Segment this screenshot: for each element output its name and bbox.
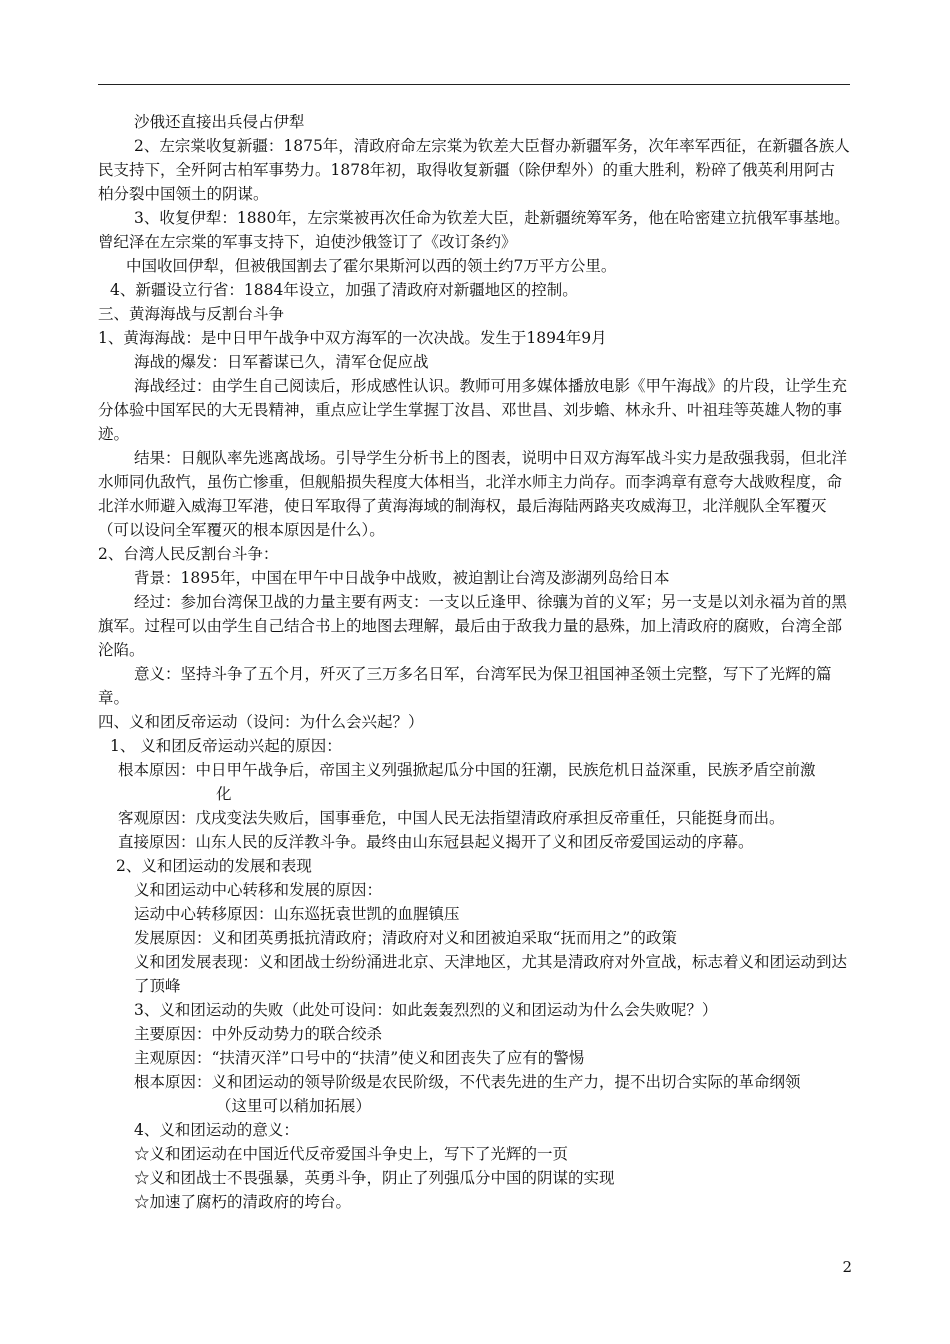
paragraph: 经过：参加台湾保卫战的力量主要有两支：一支以丘逢甲、徐骧为首的义军；另一支是以刘永福为首的黑旗军。过程可以由学生自己结合书上的地图去理解，最后由于敌我力量的悬殊，加上清政府的腐败，台湾全部沦陷。: [98, 593, 848, 659]
paragraph: 4、义和团运动的意义：: [134, 1121, 299, 1139]
paragraph: 客观原因：戊戌变法失败后，国事垂危，中国人民无法指望清政府承担反帝重任，只能挺身而出。: [118, 809, 785, 827]
document-body: [98, 110, 850, 1214]
paragraph: 2、台湾人民反割台斗争：: [98, 545, 279, 563]
paragraph: 结果：日舰队率先逃离战场。引导学生分析书上的图表，说明中日双方海军战斗实力是敌强我弱，但北洋水师同仇敌忾，虽伤亡惨重，但舰船损失程度大体相当，北洋水师主力尚存。而李鸿章有意夸大战败程度，命北洋水师避入威海卫军港，使日军取得了黄海海域的制海权，最后海陆两路夹攻威海卫，北洋舰队全军覆灭（可以设问全军覆灭的根本原因是什么）。: [98, 449, 848, 539]
list-item: ☆义和团战士不畏强暴，英勇斗争，阴止了列强瓜分中国的阴谋的实现: [134, 1169, 615, 1187]
section-heading: 四、义和团反帝运动（设问：为什么会兴起？）: [98, 713, 424, 731]
paragraph: 海战经过：由学生自己阅读后，形成感性认识。教师可用多媒体播放电影《甲午海战》的片段，让学生充分体验中国军民的大无畏精神，重点应让学生掌握丁汝昌、邓世昌、刘步蟾、林永升、叶祖珪等英雄人物的事迹。: [98, 377, 848, 443]
section-heading: 三、黄海海战与反割台斗争: [98, 305, 285, 323]
header-rule: [98, 84, 850, 85]
paragraph: 2、义和团运动的发展和表现: [116, 857, 312, 875]
paragraph: 根本原因：中日甲午战争后，帝国主义列强掀起瓜分中国的狂潮，民族危机日益深重，民族矛盾空前激: [118, 761, 816, 779]
paragraph: 海战的爆发：日军蓄谋已久，清军仓促应战: [134, 353, 429, 371]
paragraph: 直接原因：山东人民的反洋教斗争。最终由山东冠县起义揭开了义和团反帝爱国运动的序幕。: [118, 833, 754, 851]
paragraph: 3、义和团运动的失败（此处可设问：如此轰轰烈烈的义和团运动为什么会失败呢？）: [134, 1001, 718, 1019]
list-item: ☆义和团运动在中国近代反帝爱国斗争史上，写下了光辉的一页: [134, 1145, 569, 1163]
paragraph: 背景：1895年，中国在甲午中日战争中战败，被迫割让台湾及澎湖列岛给日本: [134, 569, 670, 587]
paragraph: 沙俄还直接出兵侵占伊犁: [134, 113, 305, 131]
paragraph: 1、 义和团反帝运动兴起的原因：: [110, 737, 342, 755]
paragraph: 主要原因：中外反动势力的联合绞杀: [134, 1025, 383, 1043]
paragraph: 主观原因：“扶清灭洋”口号中的“扶清”使义和团丧失了应有的警惕: [134, 1049, 585, 1067]
paragraph-continuation: （这里可以稍加拓展）: [216, 1097, 372, 1115]
paragraph: 4、新疆设立行省：1884年设立，加强了清政府对新疆地区的控制。: [110, 281, 578, 299]
list-item: ☆加速了腐朽的清政府的垮台。: [134, 1193, 352, 1211]
paragraph: 意义：坚持斗争了五个月，歼灭了三万多名日军，台湾军民为保卫祖国神圣领土完整，写下了光辉的篇章。: [98, 665, 832, 707]
paragraph: 中国收回伊犁，但被俄国割去了霍尔果斯河以西的领土约7万平方公里。: [126, 257, 617, 275]
paragraph: 义和团发展表现：义和团战士纷纷涌进北京、天津地区，尤其是清政府对外宣战，标志着义和团运动到达了顶峰: [134, 953, 848, 995]
paragraph: 运动中心转移原因：山东巡抚袁世凯的血腥镇压: [134, 905, 460, 923]
page-number: 2: [842, 1258, 852, 1276]
paragraph: 根本原因：义和团运动的领导阶级是农民阶级，不代表先进的生产力，提不出切合实际的革命纲领: [134, 1073, 801, 1091]
paragraph: 2、左宗棠收复新疆：1875年，清政府命左宗棠为钦差大臣督办新疆军务，次年率军西征，在新疆各族人民支持下，全歼阿古柏军事势力。1878年初，取得收复新疆（除伊犁外）的重大胜利，粉碎了俄英利用阿古柏分裂中国领土的阴谋。: [98, 137, 850, 203]
paragraph: 义和团运动中心转移和发展的原因：: [134, 881, 383, 899]
paragraph-continuation: 化: [216, 785, 232, 803]
paragraph: 1、黄海海战：是中日甲午战争中双方海军的一次决战。发生于1894年9月: [98, 329, 607, 347]
paragraph: 3、收复伊犁：1880年，左宗棠被再次任命为钦差大臣，赴新疆统筹军务，他在哈密建立抗俄军事基地。曾纪泽在左宗棠的军事支持下，迫使沙俄签订了《改订条约》: [98, 209, 850, 251]
paragraph: 发展原因：义和团英勇抵抗清政府；清政府对义和团被迫采取“抚而用之”的政策: [134, 929, 677, 947]
